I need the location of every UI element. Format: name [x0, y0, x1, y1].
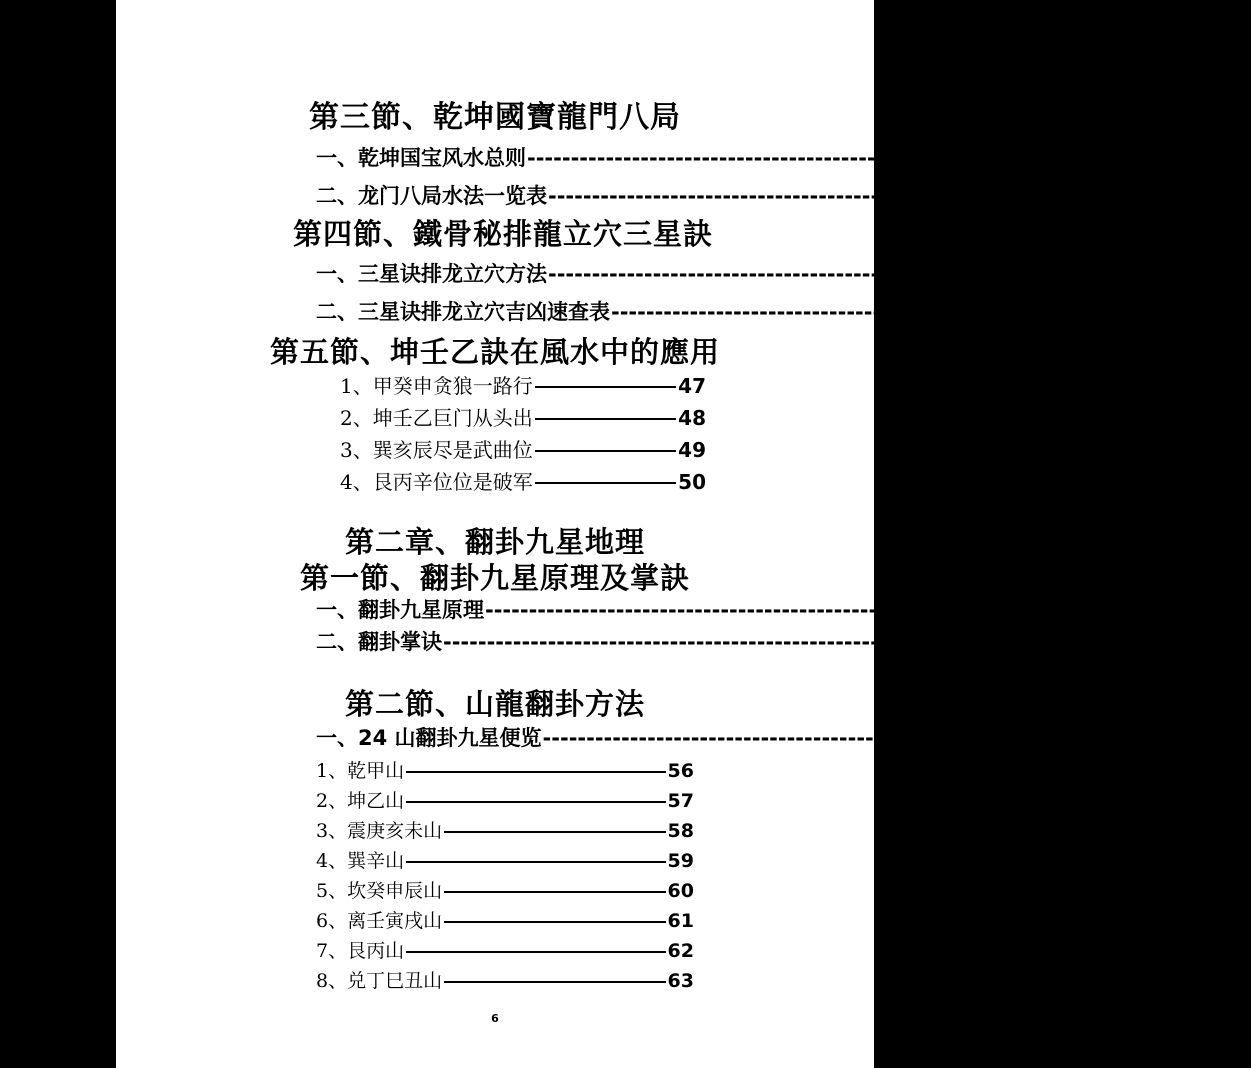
toc-leader: ---------------------------------------------------------------------- [542, 726, 1153, 750]
toc-entry-label: 4、巽辛山 [316, 850, 405, 872]
toc-leader: ---------------------------------------------------------------------- [548, 184, 1159, 208]
toc-entry-page: 56 [1153, 726, 1183, 750]
toc-leader: ---------------------------------------------------------------------- [611, 300, 1222, 324]
toc-entry-label: 二、龙门八局水法一览表 [316, 184, 547, 208]
toc-entry [316, 756, 694, 783]
section-heading: 第二節、山龍翻卦方法 [344, 687, 645, 721]
toc-entry [316, 786, 694, 813]
toc-entry-label: 6、离壬寅戌山 [316, 910, 443, 932]
toc-entry-page: 43 [1222, 300, 1251, 324]
toc-entry [316, 936, 694, 963]
toc-leader [406, 771, 665, 773]
page-number: 6 [491, 1012, 499, 1025]
toc-entry-page: 62 [667, 940, 694, 962]
toc-leader [444, 891, 665, 893]
toc-entry-page: 31 [1138, 146, 1168, 170]
toc-entry-label: 一、乾坤国宝风水总则 [316, 146, 526, 170]
toc-entry [316, 966, 694, 993]
toc-entry-label: 4、艮丙辛位位是破军 [340, 470, 533, 494]
toc-leader: ---------------------------------------------------------------------- [485, 598, 1096, 622]
toc-entry-page: 53 [1054, 630, 1084, 654]
toc-entry [340, 402, 706, 431]
section-heading: 第三節、乾坤國寶龍門八局 [309, 100, 681, 135]
section-heading: 第一節、翻卦九星原理及掌訣 [299, 561, 690, 595]
toc-entry [340, 466, 706, 495]
toc-entry-label: 2、坤乙山 [316, 790, 405, 812]
toc-entry-page: 37 [1159, 184, 1189, 208]
toc-entry [316, 816, 694, 843]
toc-entry-label: 1、甲癸申贪狼一路行 [340, 374, 533, 398]
toc-leader [444, 981, 665, 983]
toc-leader: ---------------------------------------------------------------------- [527, 146, 1138, 170]
section-heading: 第四節、鐵骨秘排龍立穴三星訣 [292, 217, 713, 251]
toc-entry-page: 49 [678, 438, 706, 462]
toc-entry-page: 56 [667, 760, 694, 782]
toc-entry-page: 38 [1159, 262, 1189, 286]
toc-leader: ---------------------------------------------------------------------- [443, 630, 1054, 654]
toc-leader [444, 921, 665, 923]
toc-entry-label: 3、巽亥辰尽是武曲位 [340, 438, 533, 462]
toc-entry-page: 50 [678, 470, 706, 494]
toc-leader [535, 450, 676, 452]
toc-entry [316, 722, 1183, 752]
toc-entry-label: 2、坤壬乙巨门从头出 [340, 406, 533, 430]
toc-entry-label: 一、24 山翻卦九星便览 [316, 726, 542, 750]
toc-entry-page: 48 [678, 406, 706, 430]
chapter-heading: 第二章、翻卦九星地理 [344, 525, 645, 559]
toc-entry-page: 47 [678, 374, 706, 398]
toc-entry [316, 846, 694, 873]
toc-entry-label: 1、乾甲山 [316, 760, 405, 782]
toc-leader [535, 386, 676, 388]
toc-entry [316, 258, 1189, 288]
toc-entry-page: 63 [667, 970, 694, 992]
toc-entry-page: 52 [1096, 598, 1126, 622]
toc-entry-label: 7、艮丙山 [316, 940, 405, 962]
toc-entry-page: 61 [667, 910, 694, 932]
toc-entry-label: 二、翻卦掌诀 [316, 630, 442, 654]
toc-entry-page: 57 [667, 790, 694, 812]
toc-entry [316, 142, 1168, 172]
toc-entry-label: 5、坎癸申辰山 [316, 880, 443, 902]
toc-leader [535, 418, 676, 420]
toc-entry-label: 二、三星诀排龙立穴吉凶速查表 [316, 300, 610, 324]
toc-entry [316, 296, 1251, 326]
toc-entry [316, 180, 1189, 210]
toc-entry-page: 58 [667, 820, 694, 842]
toc-leader [406, 801, 665, 803]
section-heading: 第五節、坤壬乙訣在風水中的應用 [269, 335, 720, 369]
toc-entry-page: 59 [667, 850, 694, 872]
toc-entry [316, 626, 1084, 656]
toc-leader: ---------------------------------------------------------------------- [548, 262, 1159, 286]
toc-entry-label: 一、三星诀排龙立穴方法 [316, 262, 547, 286]
toc-entry [340, 370, 706, 399]
toc-entry-label: 3、震庚亥未山 [316, 820, 443, 842]
toc-entry [340, 434, 706, 463]
toc-leader [406, 861, 665, 863]
toc-entry-label: 一、翻卦九星原理 [316, 598, 484, 622]
document-page [116, 0, 1251, 1068]
toc-entry [316, 906, 694, 933]
toc-entry-page: 60 [667, 880, 694, 902]
toc-entry-label: 8、兑丁巳丑山 [316, 970, 443, 992]
toc-entry [316, 594, 1126, 624]
toc-leader [406, 951, 665, 953]
toc-entry [316, 876, 694, 903]
toc-leader [444, 831, 665, 833]
toc-leader [535, 482, 676, 484]
